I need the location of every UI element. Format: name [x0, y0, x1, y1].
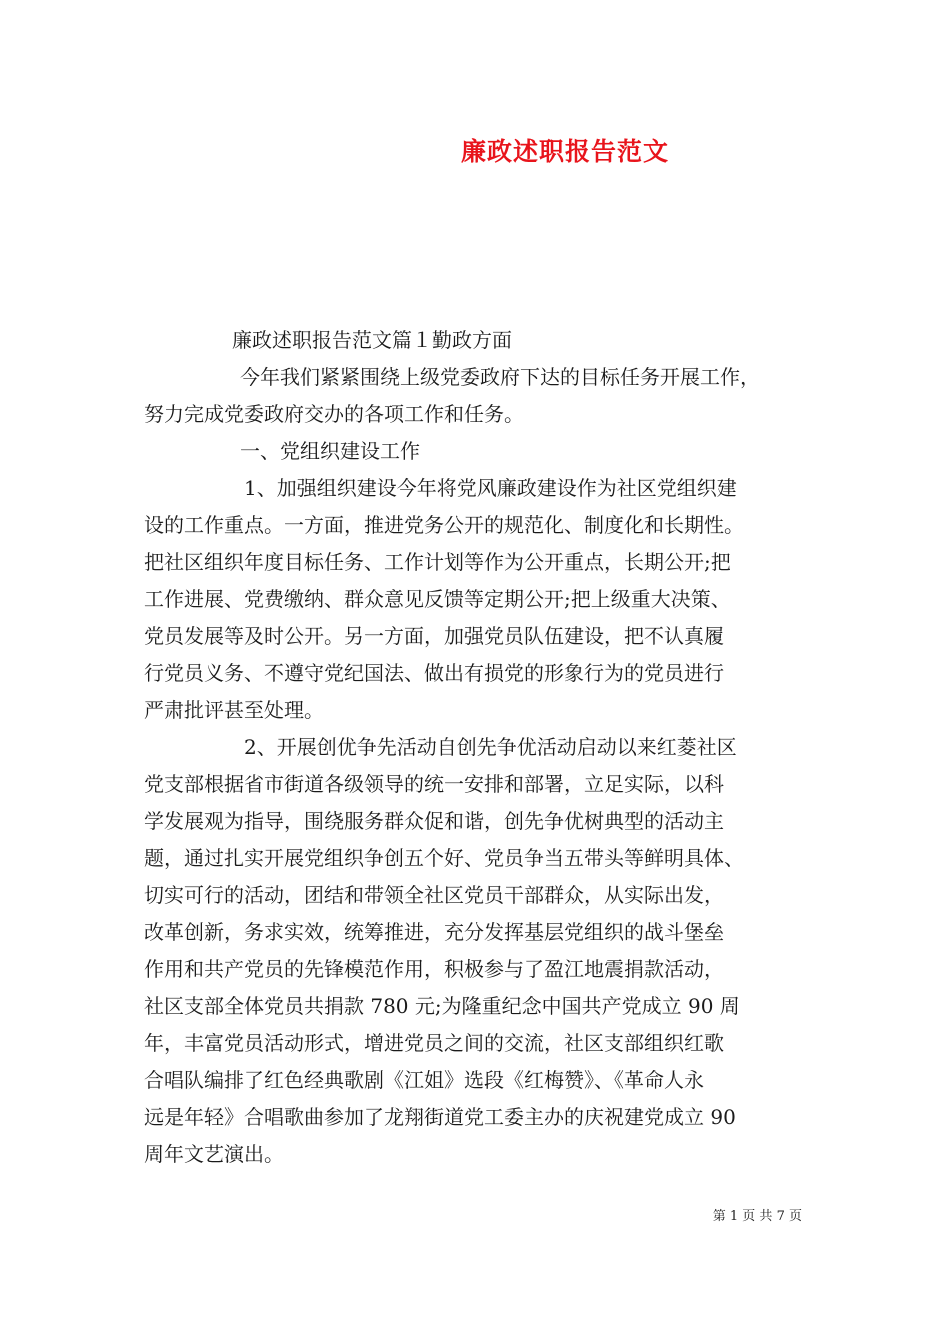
text-line: 1、加强组织建设今年将党风廉政建设作为社区党组织建 [244, 476, 737, 500]
text-line: 改革创新，务求实效，统筹推进，充分发挥基层党组织的战斗堡垒 [144, 920, 724, 944]
footer-total-pages: 7 [776, 1209, 785, 1224]
text-line: 今年我们紧紧围绕上级党委政府下达的目标任务开展工作， [240, 365, 760, 389]
text-line: 社区支部全体党员共捐款 780 元;为隆重纪念中国共产党成立 90 周 [144, 994, 740, 1018]
text-line: 远是年轻》合唱歌曲参加了龙翔街道党工委主办的庆祝建党成立 90 [144, 1105, 736, 1129]
text-line: 党员发展等及时公开。另一方面，加强党员队伍建设，把不认真履 [144, 624, 724, 648]
page-title: 廉政述职报告范文 [460, 137, 669, 166]
footer-prefix: 第 [712, 1209, 726, 1224]
document-body [144, 322, 816, 1173]
text-line: 一、党组织建设工作 [240, 439, 420, 463]
text-line: 作用和共产党员的先锋模范作用，积极参与了盈江地震捐款活动， [144, 957, 724, 981]
text-line: 合唱队编排了红色经典歌剧《江姐》选段《红梅赞》、《革命人永 [144, 1068, 704, 1092]
text-line: 党支部根据省市街道各级领导的统一安排和部署，立足实际，以科 [144, 772, 724, 796]
text-line: 努力完成党委政府交办的各项工作和任务。 [144, 402, 524, 426]
text-line: 周年文艺演出。 [144, 1142, 284, 1166]
text-line: 严肃批评甚至处理。 [144, 698, 324, 722]
footer-middle: 页 共 [742, 1209, 773, 1224]
text-line: 题，通过扎实开展党组织争创五个好、党员争当五带头等鲜明具体、 [144, 846, 744, 870]
footer-suffix: 页 [788, 1209, 802, 1224]
footer-current-page: 1 [729, 1209, 739, 1224]
text-line: 把社区组织年度目标任务、工作计划等作为公开重点，长期公开;把 [144, 550, 731, 574]
text-line: 年，丰富党员活动形式，增进党员之间的交流，社区支部组织红歌 [144, 1031, 724, 1055]
page-footer [713, 1205, 802, 1224]
text-line: 行党员义务、不遵守党纪国法、做出有损党的形象行为的党员进行 [144, 661, 724, 685]
text-line: 学发展观为指导，围绕服务群众促和谐，创先争优树典型的活动主 [144, 809, 724, 833]
text-line: 廉政述职报告范文篇１勤政方面 [232, 328, 512, 352]
text-line: 2、开展创优争先活动自创先争优活动启动以来红菱社区 [244, 735, 737, 759]
text-line: 切实可行的活动，团结和带领全社区党员干部群众，从实际出发， [144, 883, 724, 907]
text-line: 工作进展、党费缴纳、群众意见反馈等定期公开;把上级重大决策、 [144, 587, 731, 611]
text-line: 设的工作重点。一方面，推进党务公开的规范化、制度化和长期性。 [144, 513, 744, 537]
